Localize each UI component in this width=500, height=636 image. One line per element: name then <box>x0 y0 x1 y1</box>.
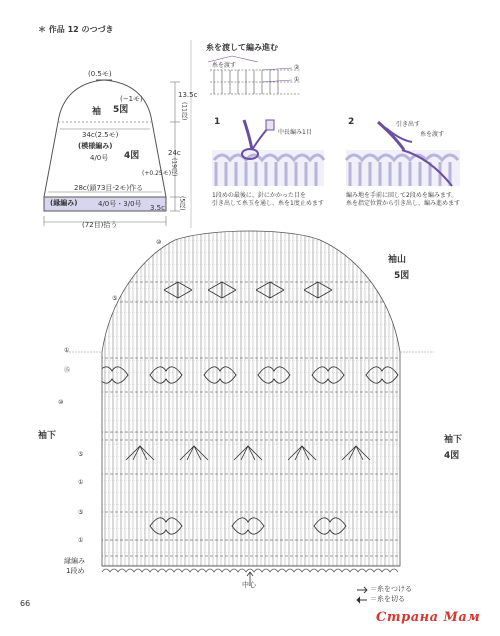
height-24-label: 24c <box>168 149 181 157</box>
underarm-right-fig: 4図 <box>444 451 460 461</box>
hook-main-label: 4/0号 <box>90 154 109 162</box>
rows-11-label: (11段) <box>180 102 188 121</box>
section-title: ＊ 作品 12 のつづき <box>38 25 114 34</box>
technique-circle-2: ② <box>294 64 300 71</box>
row-marker: ⑤ <box>112 295 118 302</box>
step2-tag-pull: 引き出す <box>396 121 421 128</box>
width-34-label: 34c(2.5モ) <box>82 131 119 139</box>
underarm-left-label: 袖下 <box>38 431 57 441</box>
edging-label-1: 縁編み <box>64 557 85 565</box>
page-number: 66 <box>20 599 31 608</box>
legend-attach-arrow <box>357 587 367 593</box>
height-13-label: 13.5c <box>178 91 198 99</box>
sleeve-fig-label: 5図 <box>113 105 129 115</box>
step1-caption-1: 1段めの最後に、針にかかった目を <box>212 192 306 199</box>
step1-number: 1 <box>214 117 221 127</box>
row-marker: ⑤ <box>78 451 84 458</box>
technique-attach-label: 糸を渡す <box>212 62 237 69</box>
chart-outline <box>102 231 400 566</box>
step1-caption-2: 引き出して糸玉を通し、糸を1度止めます <box>212 200 324 207</box>
edge-pattern-label: (縁編み) <box>50 199 78 207</box>
sleeve-label: 袖 <box>92 107 102 117</box>
minus-one-label: (−1モ) <box>120 95 143 103</box>
top-width-label: (0.5モ) <box>88 70 112 78</box>
legend-cut-arrow <box>357 597 367 603</box>
step2-tag-cross: 糸を渡す <box>420 131 445 138</box>
step1-tag: 中長編み1目 <box>278 129 312 136</box>
chart-edging <box>102 566 400 572</box>
row-marker: ⑤ <box>78 509 84 516</box>
row-marker: ① <box>78 479 84 486</box>
watermark-logo: Страна Мам <box>376 610 481 625</box>
row-marker: ⑩ <box>58 399 64 406</box>
rows-5-label: (5段) <box>178 196 186 211</box>
step2-number: 2 <box>348 117 355 127</box>
width-28-label: 28c(鎖73目-2モ)作る <box>74 184 144 192</box>
sleeve-cap-fig: 5図 <box>394 271 410 281</box>
legend-cut-label: ＝糸を切る <box>370 595 405 603</box>
center-label: 中心 <box>242 581 256 589</box>
edge-hooks-label: 4/0号・3/0号 <box>98 200 142 208</box>
underarm-right-label: 袖下 <box>444 435 463 445</box>
pickup-label: (72目)拾う <box>82 221 118 229</box>
technique-circle-1: ① <box>294 76 300 83</box>
sleeve-cap-label: 袖山 <box>388 255 407 265</box>
step2-caption-2: 糸を指定位置から引き出し、編み進めます <box>346 200 461 207</box>
pattern-label: (模様編み) <box>78 142 113 150</box>
height-35-label: 3.5c <box>150 204 165 212</box>
plus-025-label: (+0.25モ) <box>142 170 172 177</box>
row-marker: ① <box>78 537 84 544</box>
step2-caption-1: 編み地を手前に回して2段めを編みます。 <box>346 192 458 199</box>
fig4-label: 4図 <box>124 151 140 161</box>
row-marker: ⑮ <box>64 367 71 374</box>
row-marker: ⑩ <box>156 239 162 246</box>
legend-attach-label: ＝糸をつける <box>370 585 412 593</box>
edging-label-2: 1段め <box>66 567 85 575</box>
rows-19-label: (19段) <box>170 158 178 177</box>
row-marker: ① <box>64 347 70 354</box>
technique-title: 糸を渡して編み進む <box>206 43 278 52</box>
